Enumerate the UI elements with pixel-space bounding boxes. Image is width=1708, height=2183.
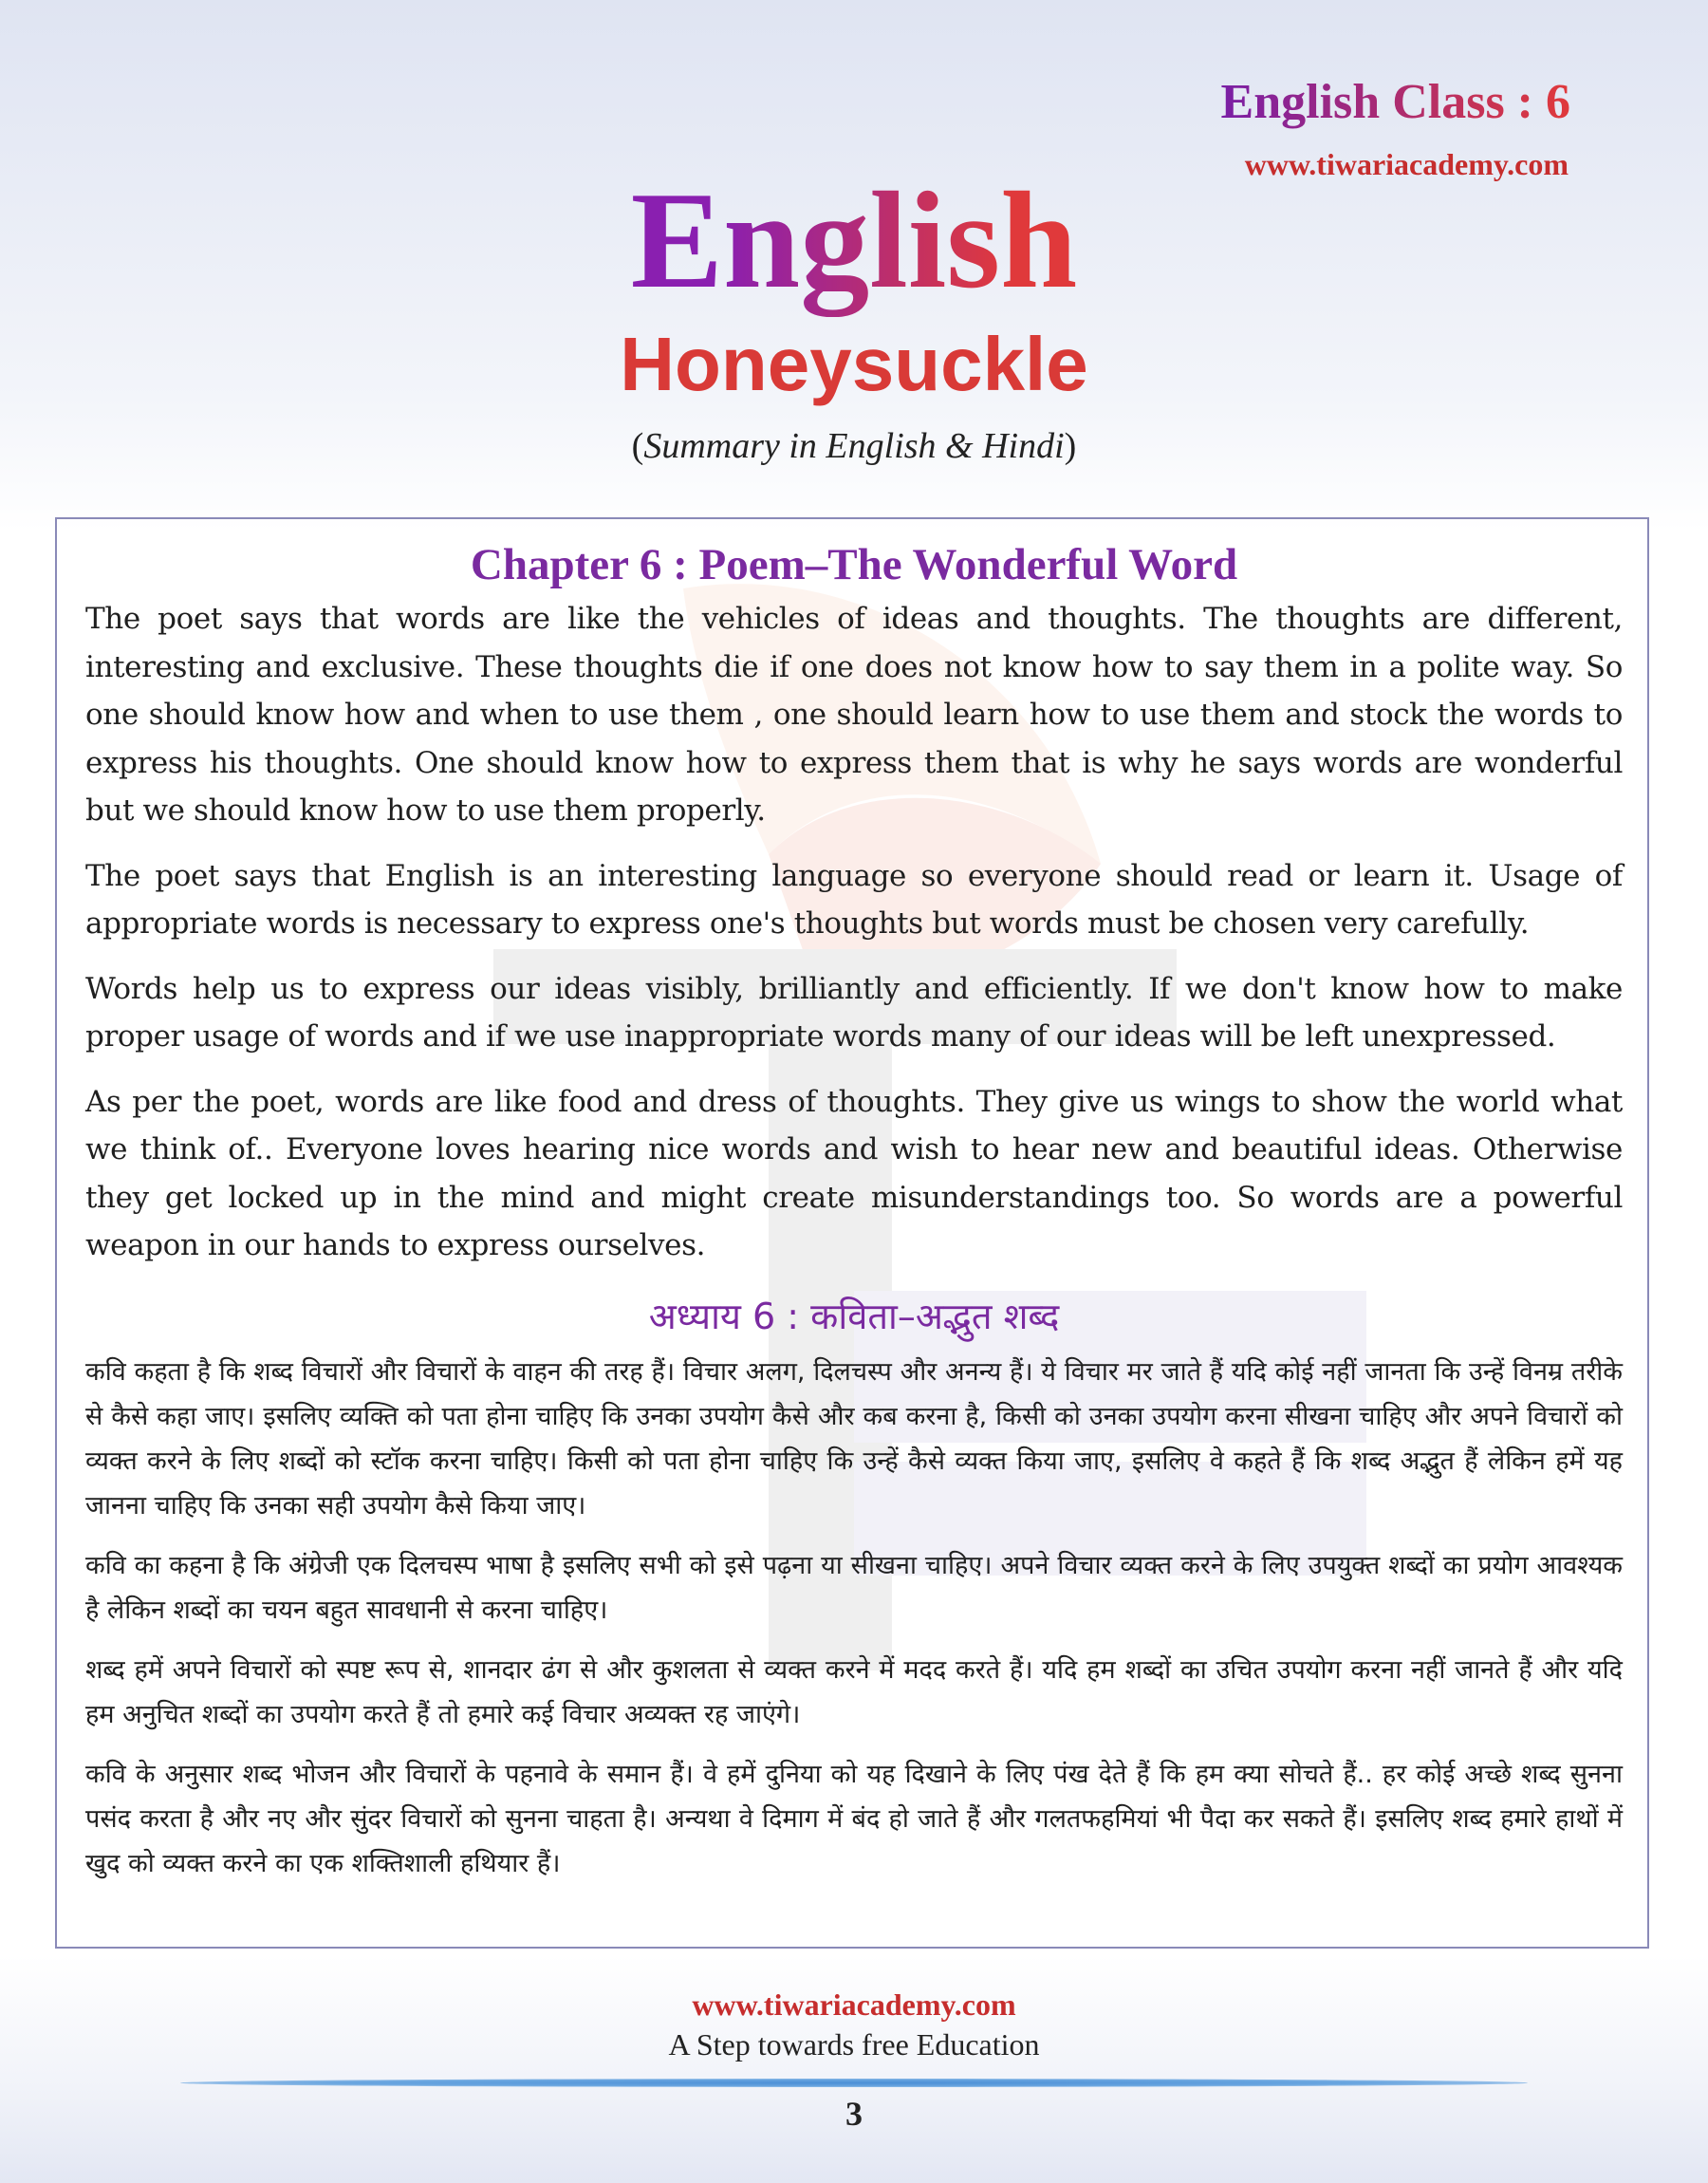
hindi-chapter-heading: अध्याय 6 : कविता–अद्भुत शब्द bbox=[648, 1295, 1060, 1337]
english-paragraph: The poet says that words are like the vehicles of ideas and thoughts. The thoughts are different, interesting and exclusive. These thoughts die if one does not know how to say them in a polite way. So one should know how and when to use them , one should learn how to use them and stock the words to express his thoughts. One should know how to express them that is why he says words are wonderful but we should know how to use them properly. bbox=[85, 602, 1623, 828]
footer-tagline: A Step towards free Education bbox=[668, 2027, 1040, 2062]
chapter-heading: Chapter 6 : Poem–The Wonderful Word bbox=[470, 540, 1238, 589]
hindi-paragraph: कवि कहता है कि शब्द विचारों और विचारों के वाहन की तरह हैं। विचार अलग, दिलचस्प और अनन्य हैं। ये विचार मर जाते हैं यदि कोई नहीं जानता कि उन्हें विनम्र तरीके से कैसे कहा जाए। इसलिए व्यक्ति को पता होना चाहिए कि उनका उपयोग कैसे और कब करना है, किसी को उनका उपयोग करना सीखना चाहिए और अपने विचारों को व्यक्त करने के लिए शब्दों को स्टॉक करना चाहिए। किसी को पता होना चाहिए कि उन्हें कैसे व्यक्त किया जाए, इसलिए वे कहते हैं कि शब्द अद्भुत हैं लेकिन हमें यह जानना चाहिए कि उनका सही उपयोग कैसे किया जाए। bbox=[85, 1356, 1623, 1521]
summary-note bbox=[0, 425, 1708, 467]
hindi-paragraph: कवि का कहना है कि अंग्रेजी एक दिलचस्प भाषा है इसलिए सभी को इसे पढ़ना या सीखना चाहिए। अपने विचार व्यक्त करने के लिए उपयुक्त शब्दों का प्रयोग आवश्यक है लेकिन शब्दों का चयन बहुत सावधानी से करना चाहिए। bbox=[85, 1550, 1623, 1625]
footer-website-link[interactable]: www.tiwariacademy.com bbox=[692, 1987, 1016, 2022]
page-title-text: English bbox=[630, 163, 1078, 317]
class-label: English Class : 6 bbox=[1220, 75, 1570, 129]
book-title: Honeysuckle bbox=[620, 322, 1088, 406]
summary-box bbox=[55, 517, 1649, 1949]
footer-divider bbox=[180, 2079, 1528, 2087]
english-paragraph: Words help us to express our ideas visibly, brilliantly and efficiently. If we don't know how to make proper usage of words and if we use inappropriate words many of our ideas will be left unexpressed. bbox=[85, 971, 1623, 1054]
summary-content bbox=[85, 536, 1623, 1901]
page-number: 3 bbox=[845, 2095, 863, 2133]
summary-note-open: ( bbox=[631, 426, 644, 466]
summary-note-text: Summary in English & Hindi bbox=[643, 426, 1065, 466]
hindi-paragraph: शब्द हमें अपने विचारों को स्पष्ट रूप से, शानदार ढंग से और कुशलता से व्यक्त करने में मदद करते हैं। यदि हम शब्दों का उचित उपयोग करना नहीं जानते हैं और यदि हम अनुचित शब्दों का उपयोग करते हैं तो हमारे कई विचार अव्यक्त रह जाएंगे। bbox=[85, 1654, 1623, 1729]
page-title bbox=[0, 159, 1708, 321]
english-paragraph: The poet says that English is an interesting language so everyone should read or learn it. Usage of appropriate words is necessary to express one's thoughts but words must be chosen very carefully. bbox=[85, 858, 1623, 941]
hindi-paragraph: कवि के अनुसार शब्द भोजन और विचारों के पहनावे के समान हैं। वे हमें दुनिया को यह दिखाने के लिए पंख देते हैं कि हम क्या सोचते हैं.. हर कोई अच्छे शब्द सुनना पसंद करता है और नए और सुंदर विचारों को सुनना चाहता है। अन्यथा वे दिमाग में बंद हो जाते हैं और गलतफहमियां भी पैदा कर सकते हैं। इसलिए शब्द हमारे हाथों में खुद को व्यक्त करने का एक शक्तिशाली हथियार हैं। bbox=[85, 1759, 1623, 1878]
english-paragraph: As per the poet, words are like food and dress of thoughts. They give us wings to show the world what we think of.. Everyone loves hearing nice words and wish to hear new and beautiful ideas. Otherwise they get locked up in the mind and might create misunderstandings too. So words are a powerful weapon in our hands to express ourselves. bbox=[85, 1084, 1623, 1262]
summary-note-close: ) bbox=[1064, 426, 1077, 466]
header-website-link[interactable]: www.tiwariacademy.com bbox=[1244, 147, 1569, 181]
